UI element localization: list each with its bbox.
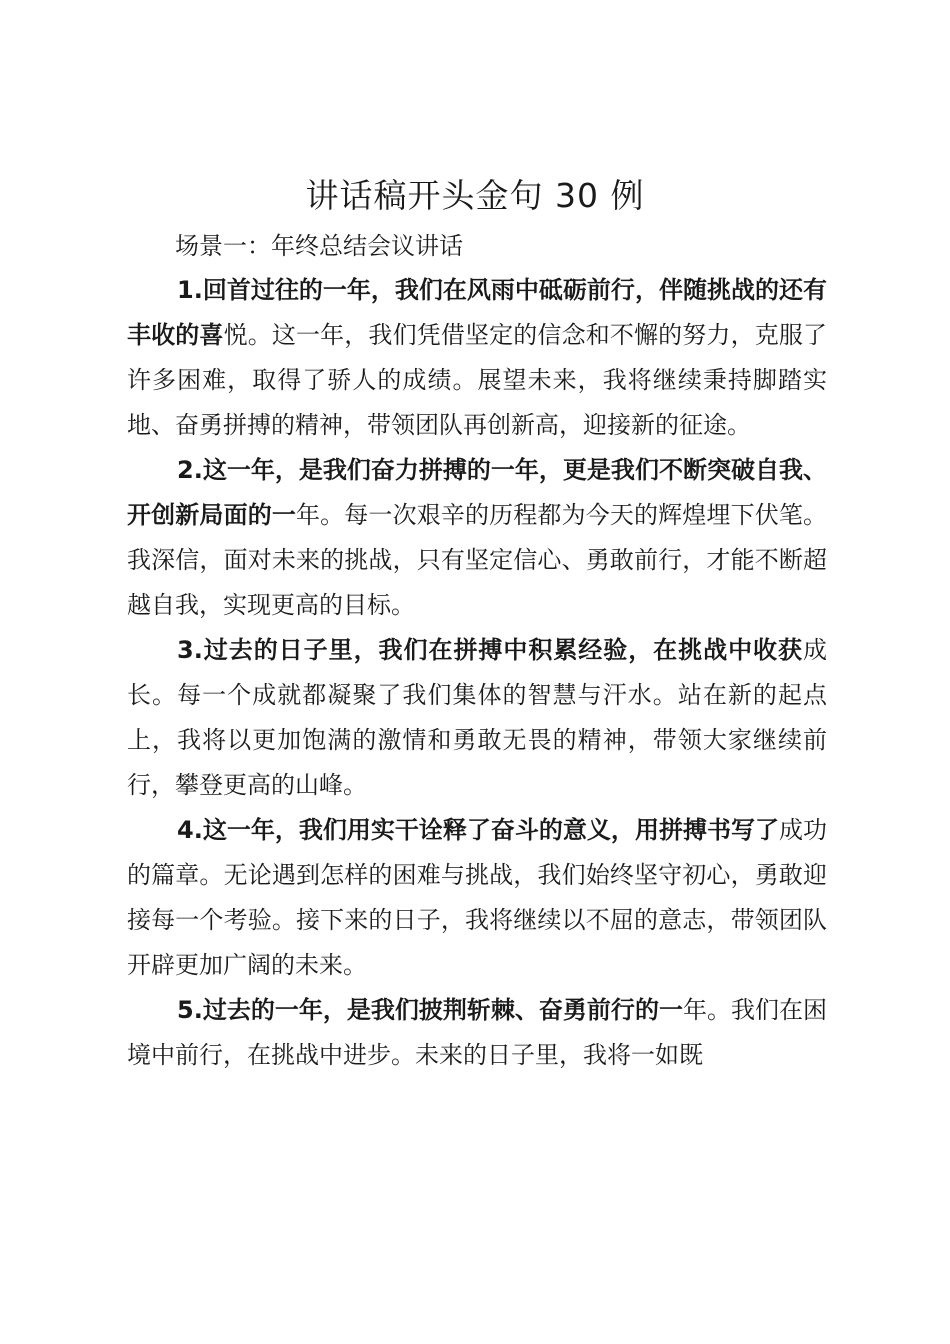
paragraph-2-body: 年。每一次艰辛的历程都为今天的辉煌埋下伏笔。我深信，面对未来的挑战，只有坚定信心、勇敢前行，才能不断超越自我，实现更高的目标。 — [127, 501, 827, 619]
paragraph-4-body: 成功的篇章。无论遇到怎样的困难与挑战，我们始终坚守初心，勇敢迎接每一个考验。接下来的日子，我将继续以不屈的意志，带领团队开辟更加广阔的未来。 — [127, 816, 827, 979]
paragraph-5 — [127, 988, 827, 1078]
paragraph-4 — [127, 808, 827, 988]
paragraph-2-lead: 2.这一年，是我们奋力拼搏的一年，更是我们不断突破自我、开创新局面的一 — [127, 456, 827, 529]
paragraph-1-lead: 1.回首过往的一年，我们在风雨中砥砺前行，伴随挑战的还有丰收的喜 — [127, 276, 827, 349]
document-title: 讲话稿开头金句 30 例 — [305, 176, 645, 215]
paragraph-4-lead: 4.这一年，我们用实干诠释了奋斗的意义，用拼搏书写了 — [177, 816, 779, 844]
paragraph-list — [127, 268, 827, 1078]
paragraph-2 — [127, 448, 827, 628]
paragraph-5-lead: 5.过去的一年，是我们披荆斩棘、奋勇前行的一 — [177, 996, 683, 1024]
paragraph-3-lead: 3.过去的日子里，我们在拼搏中积累经验，在挑战中收获 — [177, 636, 803, 664]
paragraph-3-body: 成长。每一个成就都凝聚了我们集体的智慧与汗水。站在新的起点上，我将以更加饱满的激情和勇敢无畏的精神，带领大家继续前行，攀登更高的山峰。 — [127, 636, 827, 799]
paragraph-1-body: 悦。这一年，我们凭借坚定的信念和不懈的努力，克服了许多困难，取得了骄人的成绩。展望未来，我将继续秉持脚踏实地、奋勇拼搏的精神，带领团队再创新高，迎接新的征途。 — [127, 321, 828, 439]
scene-heading: 场景一：年终总结会议讲话 — [175, 232, 463, 260]
paragraph-3 — [127, 628, 827, 808]
paragraph-1 — [127, 268, 827, 448]
paragraph-5-body: 年。我们在困境中前行，在挑战中进步。未来的日子里，我将一如既 — [127, 996, 828, 1069]
